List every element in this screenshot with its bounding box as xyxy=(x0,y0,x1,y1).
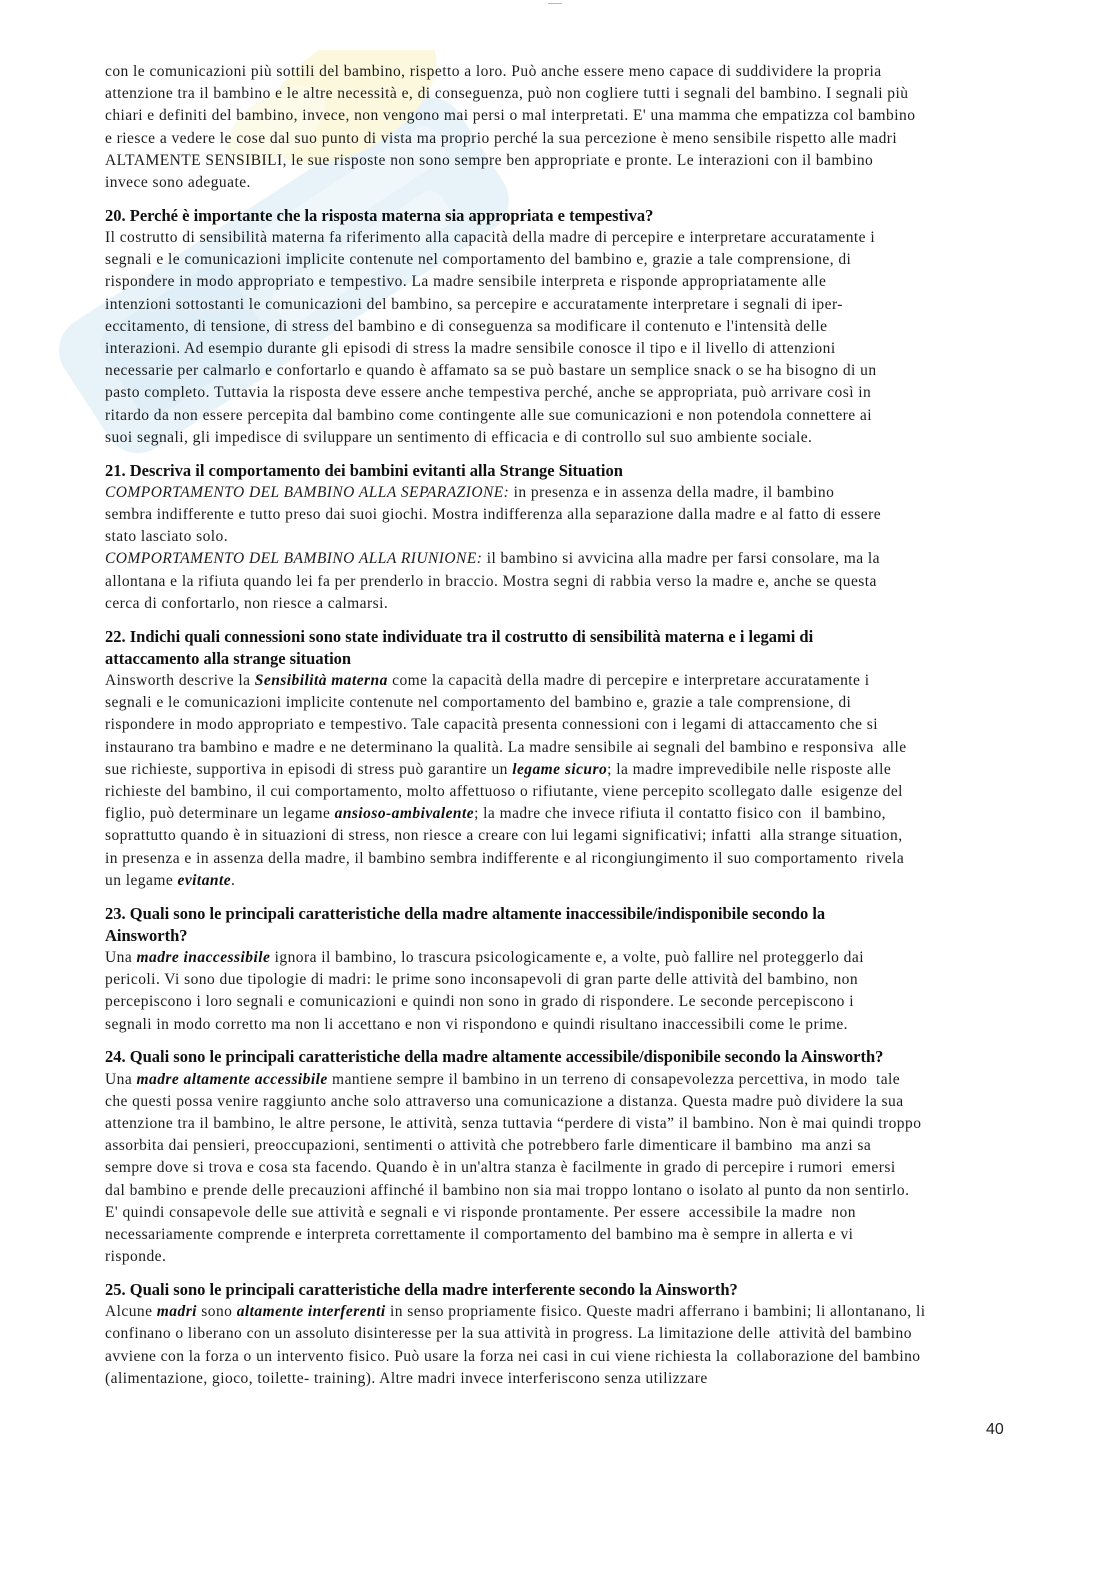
text-line xyxy=(105,870,1018,892)
text-line: instaurano tra bambino e madre e ne determinano la qualità. La madre sensibile ai segnali del bambino e responsiva alle xyxy=(105,738,907,756)
text-line: ritardo da non essere percepita dal bambino come contingente alle sue comunicazioni e non potendola connettere ai xyxy=(105,406,873,424)
text-run: ; la madre che invece rifiuta il contatto fisico con il bambino, xyxy=(474,805,886,823)
text-line: Il costrutto di sensibilità materna fa riferimento alla capacità della madre di percepire e interpretare accuratamente i xyxy=(105,228,876,246)
text-line: e riesce a vedere le cose dal suo punto di vista ma proprio perché la sua percezione è meno sensibile rispetto alle madri xyxy=(105,129,898,147)
text-line: risponde. xyxy=(105,1248,167,1266)
text-run: Una xyxy=(105,948,137,966)
question-section xyxy=(105,205,1018,449)
text-line: percepiscono i loro segnali e comunicazioni e quindi non sono in grado di rispondere. Le seconde percepiscono i xyxy=(105,993,854,1011)
text-line xyxy=(105,1301,1018,1323)
header-mark xyxy=(548,3,562,4)
text-line: ALTAMENTE SENSIBILI, le sue risposte non sono sempre ben appropriate e pronte. Le interazioni con il bambino xyxy=(105,151,874,169)
text-column xyxy=(105,61,1018,1390)
question-heading: 24. Quali sono le principali caratteristiche della madre altamente accessibile/disponibile secondo la Ainsworth? xyxy=(105,1047,884,1067)
text-line: intenzioni sottostanti le comunicazioni del bambino, sa percepire e accuratamente interpretare i segnali di iper- xyxy=(105,295,843,313)
text-run: ; la madre imprevedibile nelle risposte alle xyxy=(607,760,892,778)
text-line: allontana e la rifiuta quando lei fa per prenderlo in braccio. Mostra segni di rabbia verso la madre e, anche se questa xyxy=(105,572,877,590)
text-line: sempre dove si trova e cosa sta facendo. Quando è in un'altra stanza è facilmente in grado di percepire i rumori emersi xyxy=(105,1159,896,1177)
text-run: sono xyxy=(196,1303,237,1321)
question-heading: 23. Quali sono le principali caratteristiche della madre altamente inaccessibile/indisponibile secondo la xyxy=(105,903,826,923)
bold-italic-term: legame sicuro xyxy=(512,760,608,778)
text-line: in presenza e in assenza della madre, il bambino sembra indifferente e al ricongiungimento il suo comportamento rivela xyxy=(105,849,905,867)
bold-italic-term: madre inaccessibile xyxy=(136,948,271,966)
question-heading: 22. Indichi quali connessioni sono state individuate tra il costrutto di sensibilità materna e i legami di xyxy=(105,626,814,646)
text-line: E' quindi consapevole delle sue attività e segnali e vi risponde prontamente. Per essere accessibile la madre non xyxy=(105,1203,856,1221)
question-section xyxy=(105,1279,1018,1390)
text-line: rispondere in modo appropriato e tempestivo. Tale capacità presenta connessioni con i legami di attaccamento che si xyxy=(105,716,879,734)
text-run: Una xyxy=(105,1070,137,1088)
text-line: attenzione tra il bambino, le altre persone, le attività, senza tuttavia “perdere di vista” il bambino. Non è mai quindi troppo xyxy=(105,1115,922,1132)
text-line xyxy=(105,1069,1018,1091)
text-line: eccitamento, di tensione, di stress del bambino e di conseguenza sa modificare il contenuto e l'intensità delle xyxy=(105,317,828,335)
question-heading: attaccamento alla strange situation xyxy=(105,648,352,668)
text-line: assorbita dai pensieri, preoccupazioni, sentimenti o attività che potrebbero farle dimenticare il bambino ma anzi sa xyxy=(105,1137,872,1155)
text-run: figlio, può determinare un legame xyxy=(105,805,335,823)
text-line: cerca di confortarlo, non riesce a calmarsi. xyxy=(105,594,389,612)
question-section xyxy=(105,903,1018,1036)
question-section xyxy=(105,460,1018,615)
text-line: pericoli. Vi sono due tipologie di madri: le prime sono inconsapevoli di gran parte delle attività del bambino, non xyxy=(105,971,859,989)
text-run: mantiene sempre il bambino in un terreno di consapevolezza percettiva, in modo tale xyxy=(327,1070,901,1088)
text-line: dal bambino e prende delle precauzioni affinché il bambino non sia mai troppo lontano o isolato al punto da non sentirlo. xyxy=(105,1181,910,1199)
text-line: segnali e le comunicazioni implicite contenute nel comportamento del bambino e, grazie a tale comprensione, di xyxy=(105,251,852,269)
continued-paragraph xyxy=(105,61,1018,194)
text-line xyxy=(105,548,1018,570)
bold-italic-term: evitante xyxy=(177,871,232,889)
text-line: pasto completo. Tuttavia la risposta deve essere anche tempestiva perché, anche se appropriata, può arrivare così in xyxy=(105,384,872,402)
page-number: 40 xyxy=(986,1421,1004,1438)
text-run: Ainsworth descrive la xyxy=(105,671,255,689)
text-line: interazioni. Ad esempio durante gli episodi di stress la madre sensibile conosce il tipo e il livello di attenzioni xyxy=(105,339,836,357)
text-line xyxy=(105,482,1018,504)
bold-italic-term: altamente interferenti xyxy=(236,1303,386,1321)
bold-italic-term: madre altamente accessibile xyxy=(136,1070,328,1088)
text-line: stato lasciato solo. xyxy=(105,528,229,546)
text-line: sembra indifferente e tutto preso dai suoi giochi. Mostra indifferenza alla separazione dalla madre e al fatto di essere xyxy=(105,505,882,523)
text-line: necessariamente comprende e interpreta correttamente il comportamento del bambino ma è sempre in allerta e vi xyxy=(105,1226,854,1244)
text-line: necessarie per calmarlo e confortarlo e quando è affamato sa se può bastare un semplice snack o se ha bisogno di un xyxy=(105,362,877,380)
text-line: (alimentazione, gioco, toilette- training). Altre madri invece interferiscono senza utilizzare xyxy=(105,1369,708,1387)
text-run: un legame xyxy=(105,871,178,889)
text-line xyxy=(105,803,1018,825)
question-heading: Ainsworth? xyxy=(105,925,188,945)
question-section xyxy=(105,1046,1018,1268)
text-line: confinano o liberano con un assoluto disinteresse per la sua attività in progress. La limitazione delle attività del bambino xyxy=(105,1325,912,1343)
question-heading: 21. Descriva il comportamento dei bambini evitanti alla Strange Situation xyxy=(105,460,623,480)
text-line: soprattutto quando è in situazioni di stress, non riesce a creare con lui legami significativi; infatti alla strange situation, xyxy=(105,827,903,845)
text-line: rispondere in modo appropriato e tempestivo. La madre sensibile interpreta e risponde appropriatamente alle xyxy=(105,273,827,291)
text-run: Alcune xyxy=(105,1303,157,1321)
text-run: ignora il bambino, lo trascura psicologicamente e, a volte, può fallire nel proteggerlo dai xyxy=(270,948,864,966)
text-line: con le comunicazioni più sottili del bambino, rispetto a loro. Può anche essere meno capace di suddividere la propria xyxy=(105,62,882,80)
question-heading: 20. Perché è importante che la risposta materna sia appropriata e tempestiva? xyxy=(105,205,654,225)
text-line xyxy=(105,759,1018,781)
question-heading: 25. Quali sono le principali caratteristiche della madre interferente secondo la Ainsworth? xyxy=(105,1280,738,1300)
bold-italic-term: madri xyxy=(156,1303,197,1321)
text-run: sue richieste, supportiva in episodi di stress può garantire un xyxy=(105,760,513,778)
text-run: in senso propriamente fisico. Queste madri afferrano i bambini; li allontanano, li xyxy=(385,1303,926,1321)
text-line: attenzione tra il bambino e le altre necessità e, di conseguenza, può non cogliere tutti i segnali del bambino. I segnali più xyxy=(105,85,909,103)
question-section xyxy=(105,626,1018,892)
italic-label: COMPORTAMENTO DEL BAMBINO ALLA RIUNIONE: xyxy=(105,550,483,568)
text-run: . xyxy=(231,871,236,889)
bold-italic-term: Sensibilità materna xyxy=(254,671,388,689)
text-line: richieste del bambino, il cui comportamento, molto affettuoso o rifiutante, viene percepito scollegato dalle esigenze del xyxy=(105,782,903,800)
text-run: come la capacità della madre di percepire e interpretare accuratamente i xyxy=(387,671,870,689)
text-line: chiari e definiti del bambino, invece, non vengono mai persi o mal interpretati. E' una mamma che empatizza col bambino xyxy=(105,107,916,125)
italic-label: COMPORTAMENTO DEL BAMBINO ALLA SEPARAZIONE: xyxy=(105,483,510,501)
text-run: in presenza e in assenza della madre, il bambino xyxy=(509,483,835,501)
text-run: il bambino si avvicina alla madre per farsi consolare, ma la xyxy=(482,550,880,568)
text-line xyxy=(105,670,1018,692)
text-line: che questi possa venire raggiunto anche solo attraverso una comunicazione a distanza. Questa madre può dividere la sua xyxy=(105,1092,904,1110)
text-line: segnali in modo corretto ma non li accettano e non vi rispondono e quindi risultano inaccessibili come le prime. xyxy=(105,1015,848,1033)
text-line: avviene con la forza o un intervento fisico. Può usare la forza nei casi in cui viene richiesta la collaborazione del bambino xyxy=(105,1347,921,1365)
bold-italic-term: ansioso-ambivalente xyxy=(334,805,475,823)
text-line: segnali e le comunicazioni implicite contenute nel comportamento del bambino e, grazie a tale comprensione, di xyxy=(105,694,852,712)
text-line: invece sono adeguate. xyxy=(105,173,251,191)
text-line: suoi segnali, gli impedisce di sviluppare un sentimento di efficacia e di controllo sul suo ambiente sociale. xyxy=(105,428,813,446)
text-line xyxy=(105,947,1018,969)
